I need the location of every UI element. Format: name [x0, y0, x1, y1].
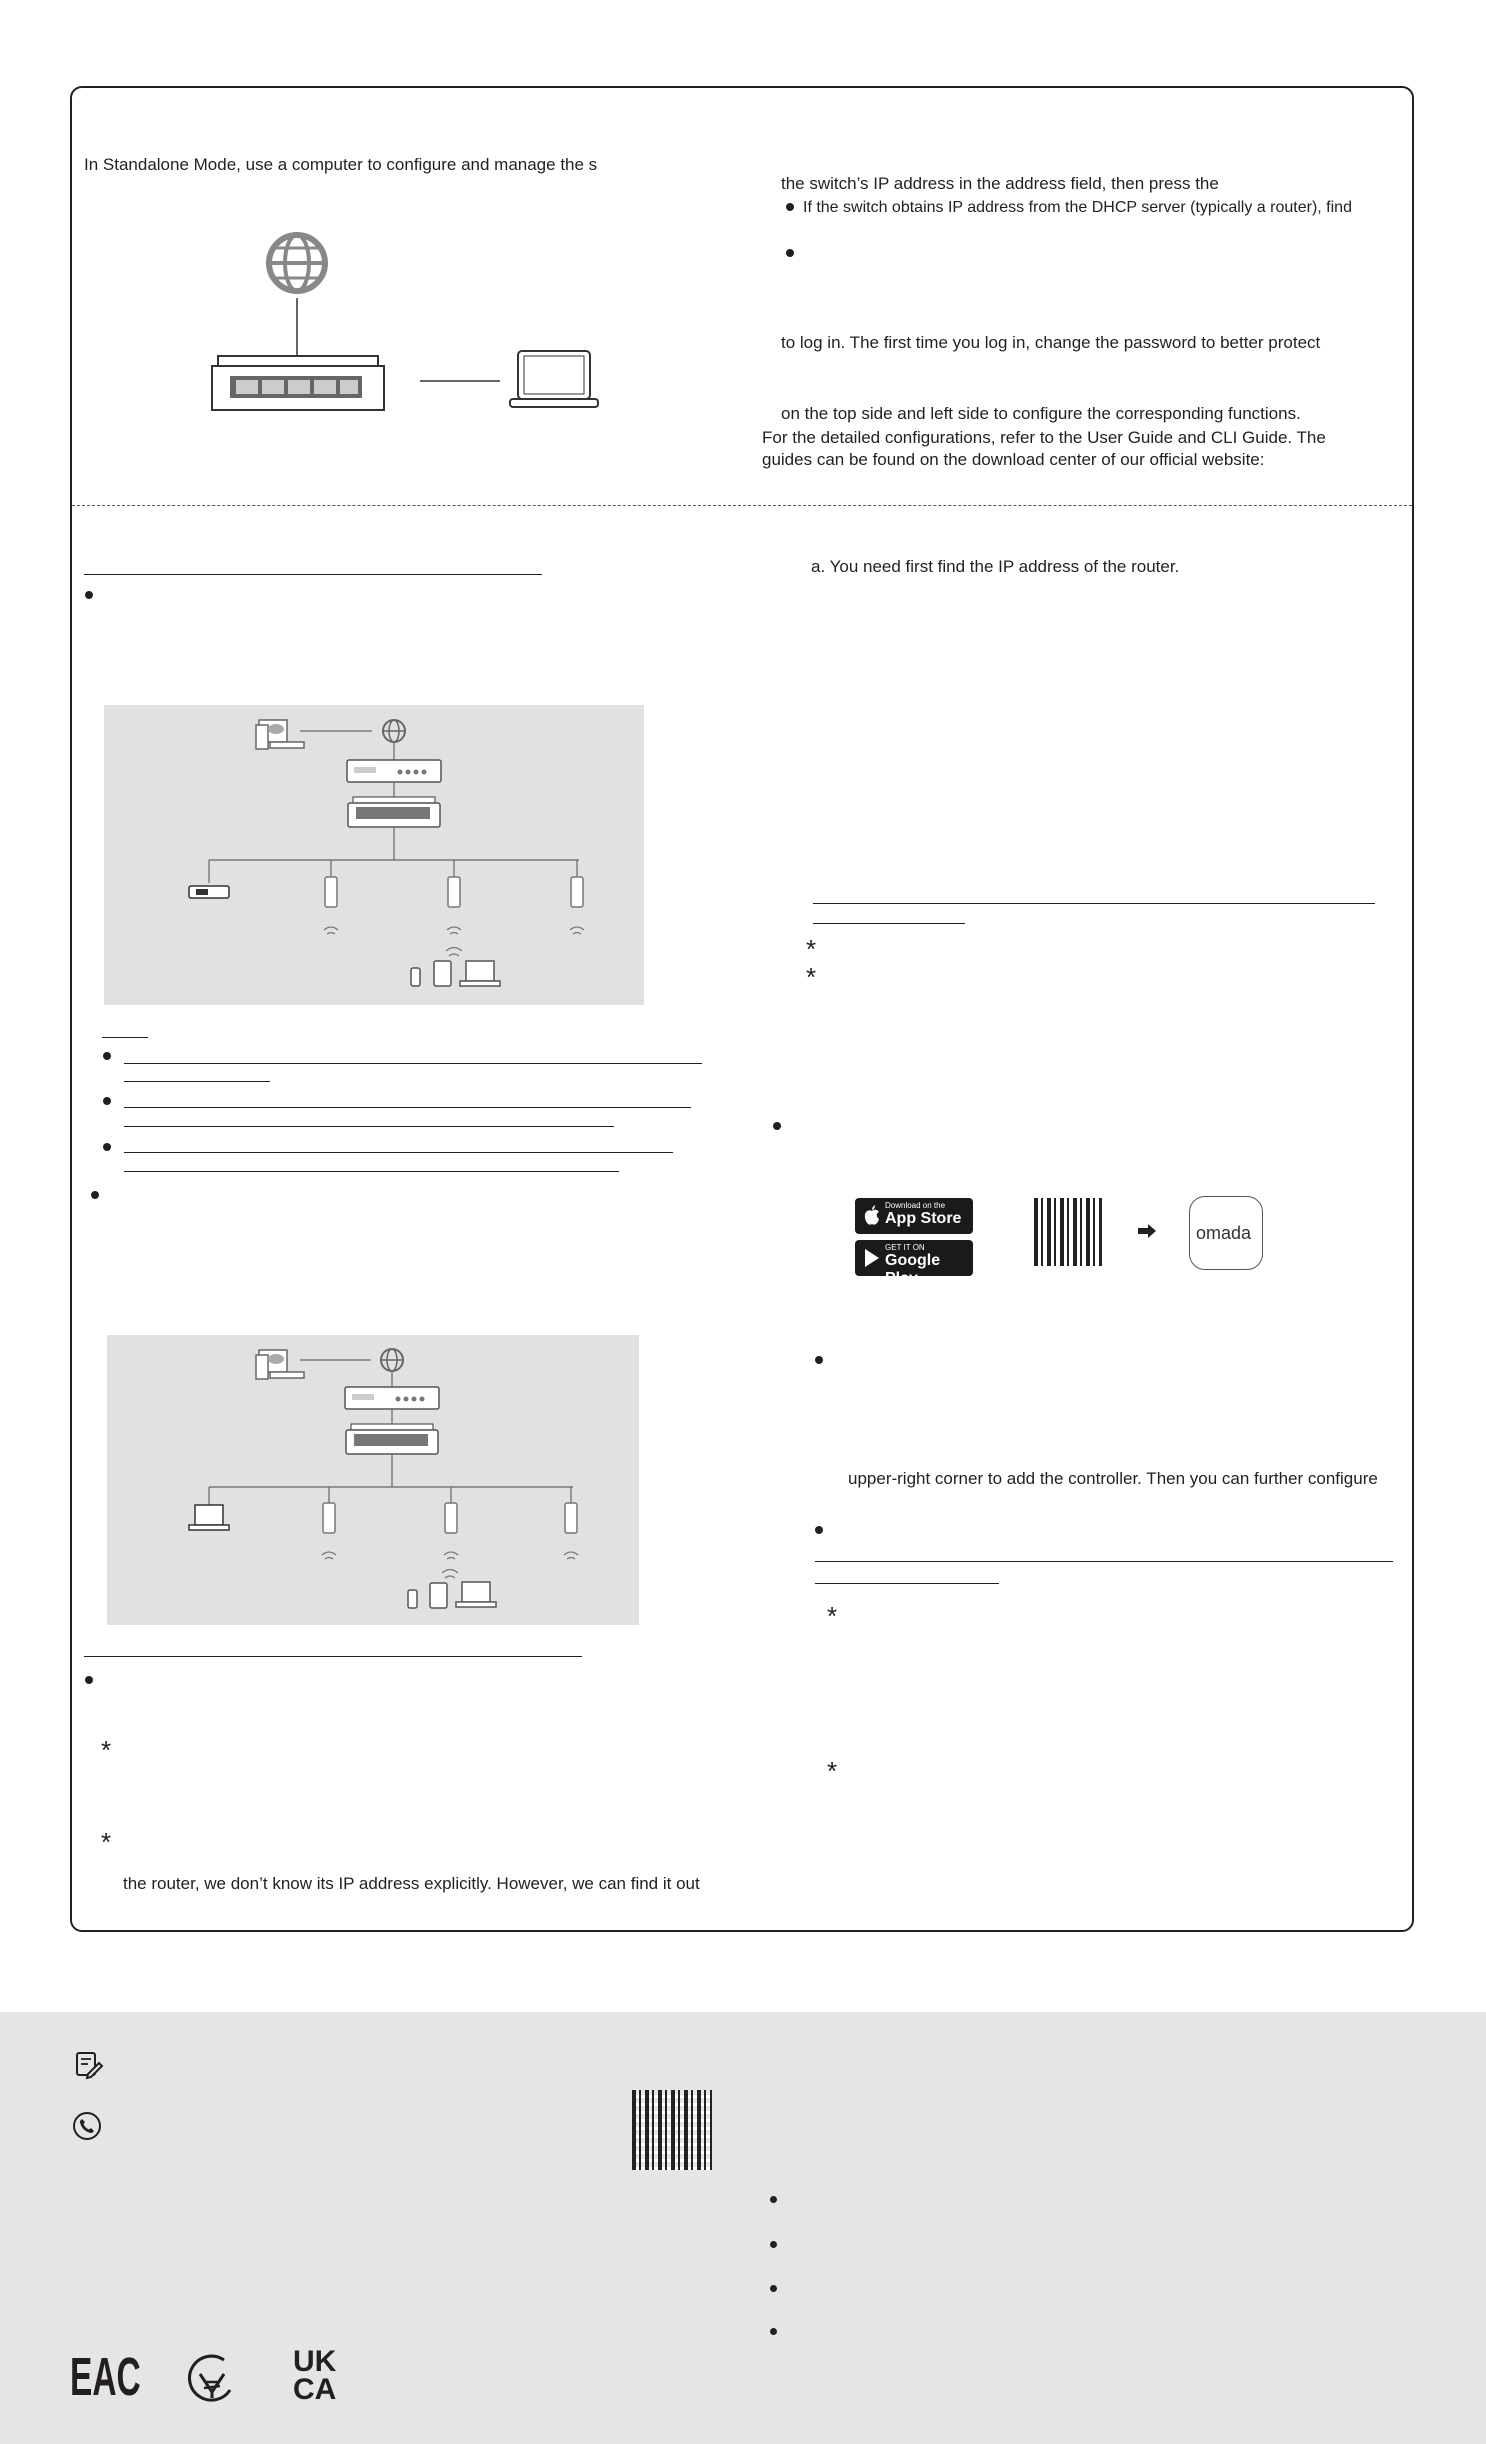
switch-icon	[346, 1424, 438, 1454]
google-play-icon	[863, 1248, 881, 1268]
eac-mark: EAC	[70, 2347, 141, 2407]
laptop-icon	[510, 351, 598, 407]
laptop-icon	[460, 961, 500, 986]
cut-line	[72, 505, 1412, 506]
cloud-topology-diagram-2	[107, 1335, 639, 1625]
bullet	[770, 2196, 777, 2203]
note-underline	[124, 1107, 691, 1108]
router-ip-note: the router, we don’t know its IP address explicitly. However, we can find it out	[123, 1874, 700, 1893]
standalone-topology-diagram	[200, 228, 610, 418]
ukca-mark-top: UK	[293, 2345, 337, 2378]
bullet	[85, 1676, 93, 1684]
switch-icon	[348, 797, 440, 827]
note-asterisk: *	[101, 1827, 112, 1857]
add-controller-instruction: upper-right corner to add the controller. Then you can further configure	[848, 1469, 1378, 1488]
bullet	[770, 2328, 777, 2335]
bullet	[85, 591, 93, 599]
note-asterisk: *	[101, 1735, 112, 1765]
dhcp-instruction: If the switch obtains IP address from the DHCP server (typically a router), find	[803, 199, 1352, 216]
badge-title: App Store	[885, 1210, 962, 1227]
bullet	[770, 2241, 777, 2248]
enter-ip-instruction: the switch’s IP address in the address field, then press the	[781, 174, 1219, 193]
bullet	[786, 249, 794, 257]
note-underline	[124, 1063, 702, 1064]
globe-icon	[269, 235, 325, 291]
laptop-icon	[456, 1582, 496, 1607]
phone-support-icon	[72, 2111, 102, 2141]
bullet	[815, 1356, 823, 1364]
app-store-badge[interactable]	[855, 1198, 973, 1234]
access-point-icon	[322, 1503, 336, 1559]
menu-instruction: on the top side and left side to configure the corresponding functions.	[781, 404, 1301, 423]
access-point-icon	[324, 877, 338, 934]
tablet-icon	[430, 1583, 447, 1608]
bullet	[91, 1191, 99, 1199]
note-underline	[124, 1126, 614, 1127]
bullet	[103, 1097, 111, 1105]
switch-icon	[212, 356, 384, 410]
guides-location-note: guides can be found on the download center of our official website:	[762, 450, 1265, 469]
phone-icon	[411, 968, 420, 986]
qr-code-icon	[1034, 1198, 1102, 1266]
note-asterisk: *	[806, 962, 817, 992]
globe-icon	[383, 720, 405, 742]
bullet	[773, 1122, 781, 1130]
note-underline	[815, 1583, 999, 1584]
router-icon	[345, 1387, 439, 1409]
access-point-icon	[570, 877, 584, 934]
laptop-icon	[189, 1505, 229, 1530]
router-icon	[347, 760, 441, 782]
bullet	[103, 1052, 111, 1060]
omada-app-icon[interactable]	[1189, 1196, 1263, 1270]
ukca-mark-bottom: CA	[293, 2373, 337, 2406]
bullet	[786, 203, 794, 211]
badge-caption: GET IT ON	[885, 1243, 925, 1252]
access-point-icon	[444, 1503, 458, 1559]
controller-icon	[189, 886, 229, 898]
note-underline	[124, 1152, 673, 1153]
note-asterisk: *	[827, 1756, 838, 1786]
standalone-intro: In Standalone Mode, use a computer to configure and manage the s	[84, 155, 598, 174]
bullet	[815, 1526, 823, 1534]
bullet	[103, 1143, 111, 1151]
detail-config-note: For the detailed configurations, refer to the User Guide and CLI Guide. The	[762, 428, 1326, 447]
note-underline	[815, 1561, 1393, 1562]
google-play-badge[interactable]	[855, 1240, 973, 1287]
heading-underline	[813, 923, 965, 924]
heading-underline	[84, 1656, 582, 1657]
qr-code-icon	[632, 2090, 712, 2170]
phone-icon	[408, 1590, 417, 1608]
apple-icon	[863, 1205, 881, 1227]
note-underline	[124, 1171, 619, 1172]
footer-panel	[0, 2012, 1486, 2444]
access-point-icon	[564, 1503, 578, 1559]
cloud-topology-diagram-1	[104, 705, 644, 1005]
login-instruction: to log in. The first time you log in, change the password to better protect	[781, 333, 1321, 352]
cloud-icon	[256, 1350, 304, 1379]
arrow-right-icon	[1138, 1224, 1156, 1238]
omada-logo-text: omada	[1196, 1223, 1252, 1243]
badge-title: Google Play	[885, 1252, 941, 1287]
note-asterisk: *	[827, 1601, 838, 1631]
note-asterisk: *	[806, 934, 817, 964]
edit-icon	[74, 2050, 104, 2080]
conformity-mark-icon	[186, 2352, 238, 2404]
heading-underline	[84, 574, 542, 575]
find-router-ip-step: a. You need first find the IP address of the router.	[811, 557, 1180, 576]
heading-underline	[813, 903, 1375, 904]
cloud-icon	[256, 720, 304, 749]
access-point-icon	[447, 877, 461, 934]
note-underline	[102, 1037, 148, 1038]
tablet-icon	[434, 961, 451, 986]
note-underline	[124, 1081, 270, 1082]
globe-icon	[381, 1349, 403, 1371]
badge-caption: Download on the	[885, 1201, 946, 1210]
bullet	[770, 2285, 777, 2292]
